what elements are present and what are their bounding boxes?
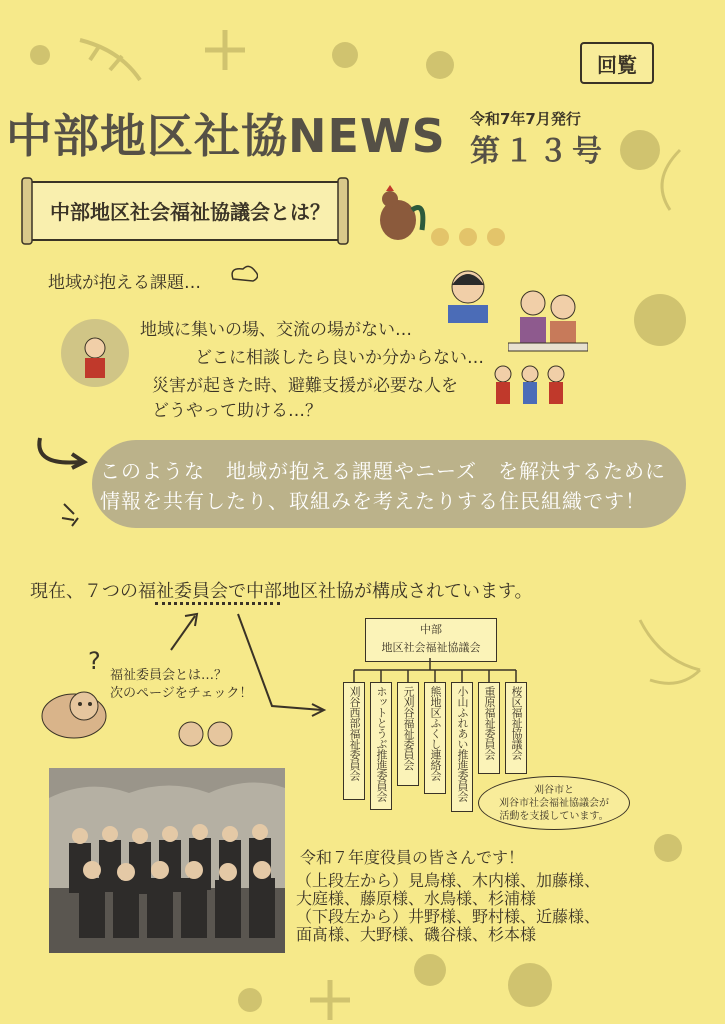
dotted-underline: [155, 602, 280, 605]
org-root-box: 中部 地区社会福祉協議会: [365, 618, 497, 662]
question-mark-icon: [86, 645, 106, 675]
lonely-child-illustration: [60, 318, 130, 388]
rooster-illustration: [368, 185, 518, 255]
issue-text-2: どこに相談したら良いか分からない…: [195, 348, 484, 368]
committee-question: 福祉委員会とは…？ 次のページをチェック！: [110, 668, 253, 701]
committee-box-sakuraku: 桜区福祉協議会: [505, 682, 527, 774]
newsletter-title: 中部地区社協NEWS: [6, 109, 446, 163]
issue-text-1: 地域に集いの場、交流の場がない…: [140, 320, 412, 340]
evacuation-illustration: [488, 362, 573, 417]
section-heading: 中部地区社会福祉協議会とは？: [50, 200, 330, 224]
arrow-down-right-icon: [232, 610, 332, 720]
composition-sentence: 現在、７つの福祉委員会で中部地区社協が構成されています。: [30, 581, 533, 602]
lead-text: 地域が抱える課題…: [48, 273, 201, 293]
puppies-illustration: [176, 712, 236, 757]
issue-date: 令和7年7月発行: [470, 110, 581, 128]
officers-names: （上段左から）見鳥様、木内様、加藤様、 大庭様、藤原様、水鳥様、杉浦様 （下段左から）井野様、野村様、近藤様、 面髙様、大野様、磯谷様、杉本様: [296, 871, 601, 944]
committee-box-kariya-seibu: 刈谷西部福祉委員会: [343, 682, 365, 800]
arrow-up-icon: [165, 608, 205, 653]
org-chart-connectors: [340, 658, 540, 684]
committee-box-koyama: 小山ふれあい推進委員会: [451, 682, 473, 812]
officers-group-photo: [49, 768, 285, 953]
circulation-badge: 回覧: [580, 42, 654, 84]
officers-title: 令和７年度役員の皆さんです！: [300, 848, 525, 867]
worried-person-illustration: [438, 265, 498, 325]
spark-lines-icon: [60, 500, 90, 530]
committee-box-hot-toubu: ホットとうぶ推進委員会: [370, 682, 392, 810]
thought-bubble-icon: [228, 264, 258, 286]
curved-arrow-icon: [32, 430, 92, 470]
dog-illustration: [34, 676, 114, 746]
committee-box-shigehara: 重原福祉委員会: [478, 682, 500, 774]
issue-text-3: 災害が起きた時、避難支援が必要な人を どうやって助ける…？: [152, 376, 458, 421]
elderly-couple-illustration: [508, 285, 588, 355]
svg-text:?: ?: [88, 647, 101, 675]
definition-text: このような 地域が抱える課題やニーズ を解決するために 情報を共有したり、取組みを考えたりする住民組織です！: [100, 459, 666, 513]
support-ellipse: 刈谷市と 刈谷市社会福祉協議会が 活動を支援しています。: [478, 776, 630, 830]
committee-box-kuma: 熊地区ふくし連絡会: [424, 682, 446, 794]
issue-number: 第１３号: [470, 134, 606, 169]
committee-box-motokariya: 元刈谷福祉委員会: [397, 682, 419, 786]
